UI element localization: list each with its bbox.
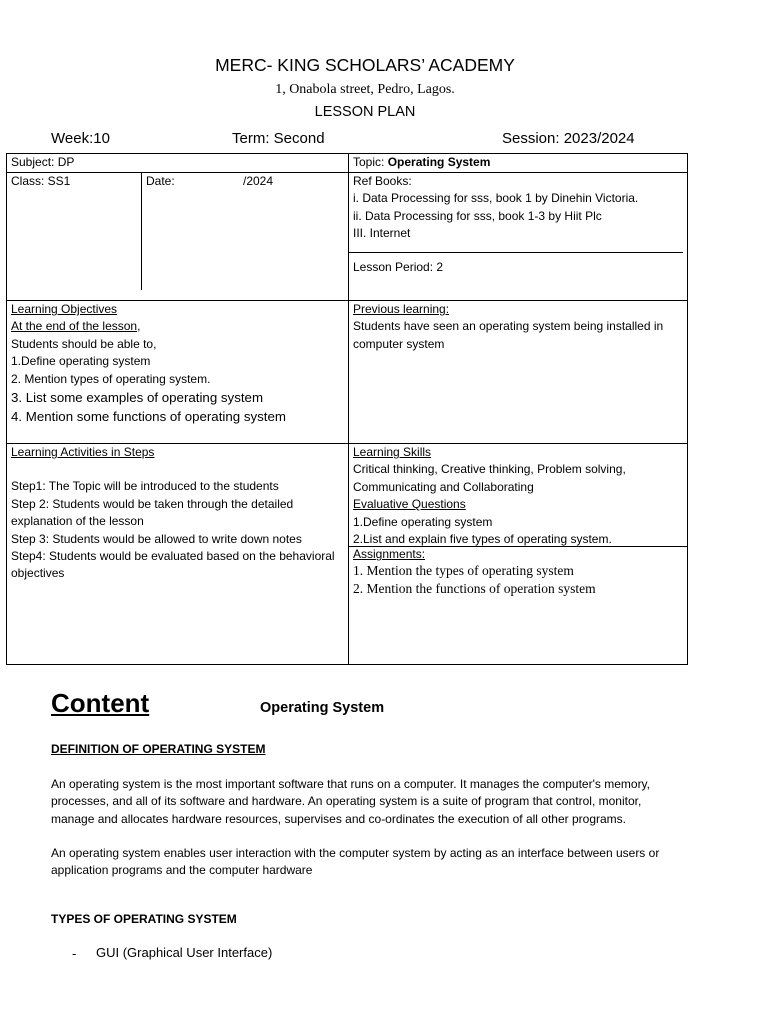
week-label: Week:10 xyxy=(51,130,110,147)
objective-line: 3. List some examples of operating system xyxy=(11,390,264,406)
definition-heading: DEFINITION OF OPERATING SYSTEM xyxy=(51,742,266,756)
objective-line: Students should be able to, xyxy=(11,336,157,351)
objectives-intro-comma: , xyxy=(137,319,141,334)
ref-books-label: Ref Books: xyxy=(353,174,412,188)
activities-title: Learning Activities in Steps xyxy=(11,445,155,459)
evaluative-question: 2.List and explain five types of operating system. xyxy=(353,532,612,547)
table-row xyxy=(7,301,688,444)
activity-step: Step 3: Students would be allowed to write down notes xyxy=(11,531,302,546)
previous-learning-title: Previous learning: xyxy=(353,302,450,316)
topic-label: Topic: xyxy=(353,155,388,169)
topic-cell xyxy=(349,154,688,173)
ref-book-item: ii. Data Processing for sss, book 1-3 by Hiit Plc xyxy=(353,208,602,223)
evaluative-question: 1.Define operating system xyxy=(353,514,493,529)
date-label: Date: xyxy=(146,174,175,188)
assignments-title: Assignments: xyxy=(353,547,426,562)
objectives-title: Learning Objectives xyxy=(11,302,118,316)
assignment-item: 2. Mention the functions of operation system xyxy=(353,580,596,596)
subject-text: Subject: DP xyxy=(11,155,75,169)
class-date-divider xyxy=(141,173,142,290)
definition-paragraph: An operating system enables user interaction with the computer system by acting as an interface between users or application programs and the computer hardware xyxy=(51,846,660,878)
activity-step: Step4: Students would be evaluated based on the behavioral objectives xyxy=(11,549,335,581)
evaluative-title: Evaluative Questions xyxy=(353,497,466,512)
skills-text: Critical thinking, Creative thinking, Problem solving, Communicating and Collaborating xyxy=(353,462,626,494)
ref-book-item: III. Internet xyxy=(353,226,411,241)
activity-step: Step 2: Students would be taken through the detailed explanation of the lesson xyxy=(11,496,294,529)
class-date-cell xyxy=(7,173,349,301)
date-value: /2024 xyxy=(243,174,274,188)
objectives-intro xyxy=(11,318,344,335)
list-item: GUI (Graphical User Interface) xyxy=(96,945,273,960)
assignment-item: 1. Mention the types of operating system xyxy=(353,563,574,579)
content-subtitle: Operating System xyxy=(260,700,385,716)
ref-books-cell xyxy=(349,173,688,301)
objectives-cell xyxy=(7,301,349,444)
school-address: 1, Onabola street, Pedro, Lagos. xyxy=(275,82,455,97)
content-title: Content xyxy=(51,688,150,718)
divider xyxy=(349,252,683,253)
class-text: Class: SS1 xyxy=(11,174,71,188)
objectives-intro-text: At the end of the lesson xyxy=(11,319,138,334)
activities-cell xyxy=(7,444,349,665)
ref-book-item: i. Data Processing for sss, book 1 by Dinehin Victoria. xyxy=(353,191,639,206)
definition-paragraph: An operating system is the most important software that runs on a computer. It manages the computer's memory, processes, and all of its software and hardware. An operating system is a suite of program that control, monitor, manage and allocates hardware resources, supervises and co-ordinates the execution of all other programs. xyxy=(51,777,651,826)
objective-line: 2. Mention types of operating system. xyxy=(11,371,211,386)
skills-title: Learning Skills xyxy=(353,445,432,459)
table-row xyxy=(7,173,688,301)
school-name: MERC- KING SCHOLARS’ ACADEMY xyxy=(215,55,515,75)
subject-cell xyxy=(7,154,349,173)
previous-learning-cell xyxy=(349,301,688,444)
lesson-plan-table xyxy=(6,153,688,665)
session-label: Session: 2023/2024 xyxy=(502,130,635,147)
types-heading: TYPES OF OPERATING SYSTEM xyxy=(51,912,237,926)
term-label: Term: Second xyxy=(232,130,325,147)
table-row xyxy=(7,154,688,173)
previous-learning-text: Students have seen an operating system being installed in computer system xyxy=(353,319,664,351)
skills-cell xyxy=(349,444,688,665)
activity-step: Step1: The Topic will be introduced to the students xyxy=(11,479,279,494)
topic-value: Operating System xyxy=(387,155,491,169)
objective-line: 1.Define operating system xyxy=(11,354,151,369)
document-title: LESSON PLAN xyxy=(314,104,416,120)
table-row xyxy=(7,444,688,665)
objective-line: 4. Mention some functions of operating system xyxy=(11,409,286,425)
lesson-period: Lesson Period: 2 xyxy=(353,259,444,274)
bullet-marker: - xyxy=(72,946,77,961)
